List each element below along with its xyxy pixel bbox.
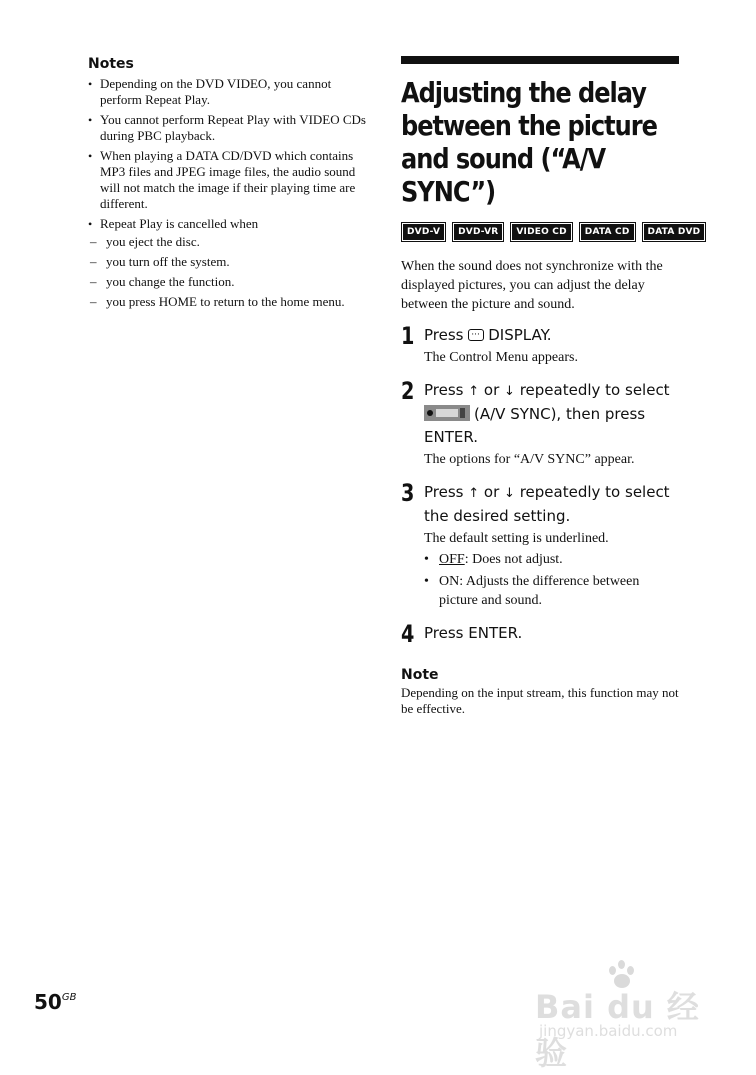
note-item	[88, 112, 366, 144]
step-result: The default setting is underlined.	[424, 531, 609, 546]
dash-icon: –	[90, 274, 97, 289]
step-result: The Control Menu appears.	[424, 350, 578, 365]
step-text: Press	[424, 381, 469, 399]
step-text: Press	[424, 326, 469, 344]
section-title	[401, 76, 685, 208]
badge-dvd-vr: DVD-VR	[452, 222, 504, 242]
badge-dvd-v: DVD-V	[401, 222, 446, 242]
intro-paragraph: When the sound does not synchronize with the displayed pictures, you can adjust the delay between the picture and sound.	[401, 259, 663, 312]
step-number: 1	[401, 322, 415, 350]
badge-data-cd: DATA CD	[579, 222, 636, 242]
option-key: ON	[439, 574, 460, 589]
sub-note-item	[88, 294, 372, 310]
display-button-icon	[468, 329, 484, 341]
note-item	[88, 76, 366, 108]
notes-heading: Notes	[88, 56, 134, 72]
sub-note-item	[88, 234, 372, 250]
bullet-icon: •	[424, 552, 429, 567]
step-instruction	[424, 481, 679, 528]
bullet-icon: •	[88, 77, 93, 91]
step-2	[401, 379, 679, 469]
step-4	[401, 620, 679, 648]
bullet-icon: •	[424, 574, 429, 589]
option-on	[424, 572, 679, 610]
step-text: repeatedly to select the desired setting.	[424, 483, 670, 525]
dash-icon: –	[90, 234, 97, 249]
disc-type-badges	[401, 222, 701, 242]
title-line: between the picture	[401, 109, 657, 142]
note-text: You cannot perform Repeat Play with VIDEO CDs during PBC playback.	[100, 112, 366, 143]
option-desc: : Adjusts the difference between picture and sound.	[439, 574, 640, 608]
baidu-watermark	[535, 960, 725, 1072]
step-text: repeatedly to select	[514, 381, 670, 399]
option-off	[424, 550, 679, 569]
step-3	[401, 481, 679, 610]
bullet-icon: •	[88, 113, 93, 127]
step-text: Press	[424, 483, 469, 501]
badge-video-cd: VIDEO CD	[510, 222, 572, 242]
sub-note-text: you press HOME to return to the home menu.	[106, 294, 345, 309]
option-desc: : Does not adjust.	[464, 552, 563, 567]
sub-note-text: you change the function.	[106, 274, 235, 289]
step-result: The options for “A/V SYNC” appear.	[424, 452, 635, 467]
step-number: 4	[401, 620, 415, 648]
step-text: or	[479, 381, 505, 399]
arrow-up-icon: ↑	[468, 384, 480, 399]
bullet-icon: •	[88, 217, 93, 231]
watermark-brand: Bai du 经验	[535, 988, 700, 1072]
title-line: and sound (“A/V SYNC”)	[401, 142, 606, 208]
badge-data-dvd: DATA DVD	[642, 222, 707, 242]
step-instruction	[424, 324, 679, 347]
note-heading: Note	[401, 667, 439, 683]
step-number: 3	[401, 479, 415, 507]
title-line: Adjusting the delay	[401, 76, 646, 109]
step-1	[401, 324, 679, 367]
option-key: OFF	[439, 552, 465, 567]
note-item	[88, 148, 366, 212]
step-text: (A/V SYNC), then press ENTER.	[424, 405, 646, 446]
watermark-url: jingyan.baidu.com	[539, 1022, 678, 1040]
notes-column	[88, 56, 366, 314]
sub-note-item	[88, 254, 372, 270]
step-text: DISPLAY.	[488, 326, 552, 344]
step-number: 2	[401, 377, 415, 405]
note-text: Depending on the input stream, this function may not be effective.	[401, 685, 679, 716]
sub-note-text: you eject the disc.	[106, 234, 200, 249]
setting-options	[424, 550, 679, 610]
note-text: Depending on the DVD VIDEO, you cannot perform Repeat Play.	[100, 76, 332, 107]
note-text: Repeat Play is cancelled when	[100, 216, 259, 231]
page-number-value: 50	[34, 990, 62, 1014]
sub-notes-list	[90, 234, 366, 310]
sub-note-item	[88, 274, 372, 290]
av-sync-icon	[424, 405, 470, 421]
note-text: When playing a DATA CD/DVD which contains MP3 files and JPEG image files, the audio sound will not match the image if their playing time are different.	[100, 148, 356, 211]
dash-icon: –	[90, 294, 97, 309]
bullet-icon: •	[88, 149, 93, 163]
page-number	[34, 990, 76, 1014]
step-text: or	[479, 483, 505, 501]
title-rule	[401, 56, 679, 64]
note-item	[88, 216, 366, 310]
dash-icon: –	[90, 254, 97, 269]
arrow-up-icon: ↑	[468, 486, 480, 501]
notes-list	[88, 76, 366, 310]
arrow-down-icon: ↓	[504, 384, 515, 399]
page-number-suffix: GB	[61, 992, 77, 1003]
step-instruction	[424, 379, 679, 449]
main-column	[401, 56, 701, 717]
arrow-down-icon: ↓	[504, 486, 515, 501]
step-instruction: Press ENTER.	[424, 624, 523, 642]
sub-note-text: you turn off the system.	[106, 254, 230, 269]
